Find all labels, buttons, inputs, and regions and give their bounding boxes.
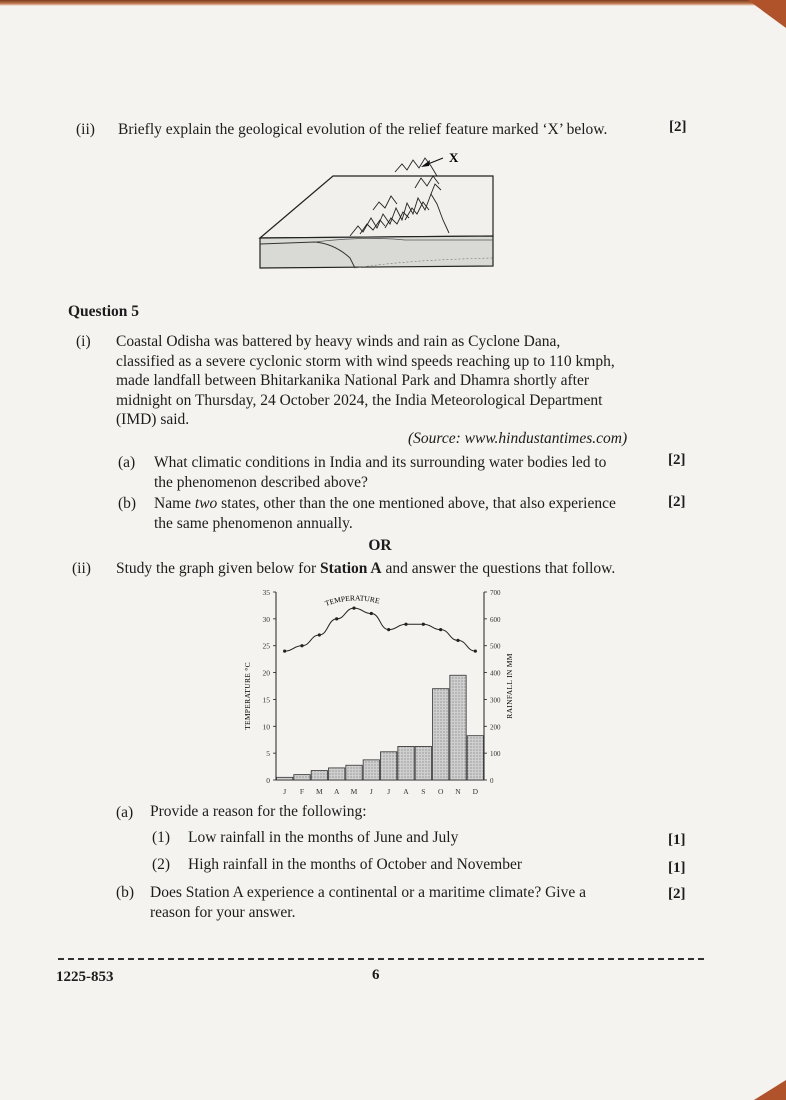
- marks: [2]: [668, 494, 686, 510]
- question-title: Question 5: [68, 303, 140, 320]
- rainfall-bar: [277, 777, 293, 780]
- left-tick-label: 35: [262, 588, 270, 597]
- temperature-point: [318, 633, 321, 636]
- temperature-point: [422, 623, 425, 626]
- rainfall-bar: [415, 746, 431, 780]
- question-text: [116, 560, 615, 578]
- rainfall-bar: [450, 675, 466, 780]
- month-label: D: [472, 787, 479, 796]
- page-corner: [748, 0, 786, 28]
- arrow-head: [421, 160, 430, 167]
- rainfall-bar: [329, 768, 345, 780]
- temperature-series-label: [324, 593, 381, 607]
- block-front-face: [260, 236, 493, 268]
- rainfall-bar: [294, 775, 310, 780]
- month-label: J: [369, 787, 373, 796]
- passage-line: midnight on Thursday, 24 October 2024, the India Meteorological Department: [116, 391, 603, 409]
- rainfall-bar: [311, 771, 327, 780]
- temperature-point: [439, 628, 442, 631]
- block-top-surface: [260, 176, 493, 238]
- text-span: states, other than the one mentioned above, that also experience: [217, 495, 616, 512]
- month-label: A: [403, 787, 409, 796]
- item-number: (1): [152, 829, 171, 846]
- part-number: (b): [118, 495, 137, 512]
- item-number: (2): [152, 856, 171, 873]
- passage-line: made landfall between Bhitarkanika National Park and Dhamra shortly after: [116, 372, 590, 389]
- question-text: Briefly explain the geological evolution of the relief feature marked ‘X’ below.: [118, 121, 608, 138]
- month-label: M: [315, 787, 323, 796]
- part-a-text: Provide a reason for the following:: [150, 803, 367, 820]
- marks: [2]: [668, 452, 686, 468]
- text-span: Name: [154, 495, 195, 512]
- item-text: High rainfall in the months of October and November: [188, 856, 523, 873]
- item-text: Low rainfall in the months of June and July: [188, 829, 459, 846]
- month-label: S: [421, 787, 426, 796]
- rainfall-bar: [346, 765, 362, 780]
- month-label: M: [350, 787, 358, 796]
- left-tick-label: 15: [262, 695, 270, 705]
- text-line: the same phenomenon annually.: [154, 514, 353, 532]
- emphasis: two: [194, 495, 218, 512]
- temperature-point: [456, 639, 459, 642]
- passage-line: (IMD) said.: [116, 411, 190, 428]
- marks: [2]: [668, 886, 686, 902]
- text-line: What climatic conditions in India and its surrounding water bodies led to: [154, 454, 607, 471]
- feature-label-x: X: [449, 150, 459, 165]
- text-line: the phenomenon described above?: [154, 473, 368, 491]
- marks: [1]: [668, 860, 686, 876]
- y-axis-label-left: TEMPERATURE °C: [243, 662, 252, 730]
- text-span: Study the graph given below for: [116, 560, 321, 577]
- or-divider: OR: [368, 537, 392, 554]
- page-corner: [754, 1080, 786, 1100]
- question-number: (ii): [76, 121, 95, 138]
- rainfall-bar: [398, 746, 414, 780]
- right-tick-label: 300: [490, 696, 501, 705]
- passage: [116, 332, 615, 430]
- right-tick-label: 700: [490, 589, 501, 597]
- paper-code: 1225-853: [56, 969, 114, 985]
- passage-line: Coastal Odisha was battered by heavy winds and rain as Cyclone Dana,: [116, 333, 561, 350]
- sub-question-number: (i): [76, 333, 91, 350]
- right-tick-label: 600: [490, 615, 501, 624]
- right-tick-label: 0: [490, 777, 494, 785]
- part-number: (a): [116, 804, 134, 821]
- passage-line: classified as a severe cyclonic storm with wind speeds reaching up to 110 kmph,: [116, 352, 615, 370]
- temperature-series-label-text: TEMPERATURE: [323, 593, 381, 608]
- relief-block-diagram: [255, 148, 505, 273]
- temperature-point: [474, 649, 477, 652]
- part-number: (a): [118, 454, 136, 471]
- text-line: [154, 494, 616, 514]
- month-label: O: [437, 787, 444, 796]
- temperature-line: [285, 608, 476, 651]
- left-tick-label: 0: [266, 776, 270, 785]
- marks: [1]: [668, 832, 686, 848]
- left-tick-label: 25: [262, 641, 270, 651]
- text-line: Does Station A experience a continental or a maritime climate? Give a: [150, 884, 586, 901]
- temperature-point: [335, 617, 338, 620]
- y-axis-label-right: RAINFALL IN MM: [505, 653, 514, 719]
- footer-divider: [58, 958, 704, 960]
- month-label: N: [455, 787, 461, 796]
- station-name: Station A: [320, 560, 382, 577]
- part-number: (b): [116, 884, 135, 901]
- marks: [2]: [669, 119, 687, 135]
- rainfall-bar: [467, 736, 483, 780]
- right-tick-label: 400: [490, 669, 501, 678]
- rainfall-bar: [363, 760, 379, 780]
- source-citation: (Source: www.hindustantimes.com): [408, 430, 628, 447]
- month-label: F: [299, 787, 305, 796]
- sub-question-number: (ii): [72, 560, 91, 577]
- part-a-text: [154, 453, 606, 492]
- temperature-point: [352, 607, 355, 610]
- climate-graph: [236, 584, 526, 800]
- rainfall-bar: [381, 752, 397, 780]
- temperature-point: [300, 644, 303, 647]
- page-number: 6: [372, 967, 380, 983]
- month-label: J: [387, 787, 391, 796]
- temperature-point: [370, 612, 373, 615]
- temperature-point: [387, 628, 390, 631]
- temperature-point: [404, 623, 407, 626]
- month-label: J: [283, 787, 287, 796]
- month-label: A: [333, 787, 340, 796]
- right-tick-label: 100: [490, 750, 501, 759]
- text-line: reason for your answer.: [150, 903, 296, 921]
- left-tick-label: 5: [266, 749, 270, 759]
- text-span: and answer the questions that follow.: [381, 560, 616, 577]
- part-b-text: [150, 883, 586, 922]
- part-b-text: [154, 494, 616, 533]
- left-tick-label: 30: [262, 614, 270, 624]
- page-edge-shadow: [0, 0, 786, 6]
- left-tick-label: 10: [262, 722, 270, 732]
- right-tick-label: 200: [490, 723, 501, 732]
- right-tick-label: 500: [490, 642, 501, 651]
- left-tick-label: 20: [262, 668, 270, 678]
- rainfall-bar: [433, 689, 449, 780]
- temperature-point: [283, 649, 286, 652]
